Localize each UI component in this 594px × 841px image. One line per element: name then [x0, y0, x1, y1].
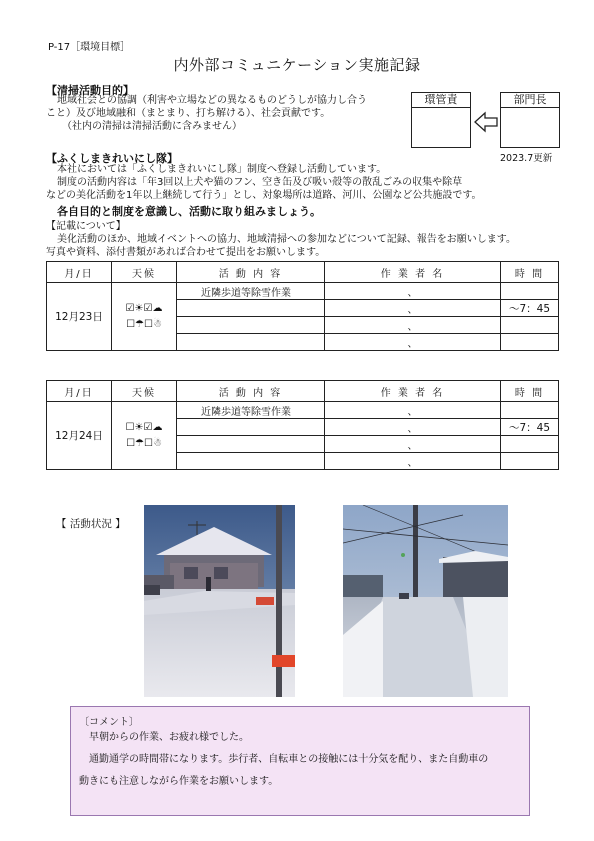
time-cell: [501, 453, 559, 470]
program-line: 本社においては「ふくしまきれいにし隊」制度へ登録し活動しています。: [57, 164, 387, 175]
activity-cell: 近隣歩道等除雪作業: [177, 283, 325, 300]
activity-photo-2: [343, 505, 508, 697]
header-activity: 活 動 内 容: [177, 381, 325, 402]
time-cell: [501, 402, 559, 419]
program-emphasis: 各自目的と制度を意識し、活動に取り組みましょう。: [57, 205, 321, 218]
weather-checkboxes: [112, 283, 177, 351]
weather-row: ☑☀☑☁: [125, 302, 163, 314]
header-time: 時 間: [501, 262, 559, 283]
workers-cell: 、: [325, 436, 501, 453]
activity-cell: [177, 300, 325, 317]
workers-cell: 、: [325, 419, 501, 436]
time-cell: [501, 436, 559, 453]
comment-heading: 〔コメント〕: [79, 717, 139, 728]
header-workers: 作 業 者 名: [325, 262, 501, 283]
workers-cell: 、: [325, 402, 501, 419]
weather-checkboxes: [112, 402, 177, 470]
program-heading: 【ふくしまきれいにし隊】: [46, 152, 178, 165]
notes-line: 美化活動のほか、地域イベントへの協力、地域清掃への参加などについて記録、報告をお願いします。: [57, 234, 516, 245]
time-cell: [501, 334, 559, 351]
record-table: [46, 261, 559, 351]
workers-cell: 、: [325, 317, 501, 334]
updated-date: 2023.7更新: [500, 153, 553, 164]
time-cell: [501, 317, 559, 334]
page-id: P-17［環境目標］: [48, 42, 131, 53]
workers-cell: 、: [325, 300, 501, 317]
comment-line: 通勤通学の時間帯になります。歩行者、自転車との接触には十分気を配り、また自動車の: [89, 754, 489, 765]
comment-box: [70, 706, 530, 816]
notes-heading: 【記載について】: [46, 221, 126, 232]
program-line: などの美化活動を1年以上継続して行う」とし、対象場所は道路、河川、公園など公共施設です。: [46, 190, 482, 201]
notes-line: 写真や資料、添付書類があれば合わせて提出をお願いします。: [46, 247, 326, 258]
approval-box-environment: [411, 92, 471, 148]
header-workers: 作 業 者 名: [325, 381, 501, 402]
purpose-line: （社内の清掃は清掃活動に含みません）: [62, 121, 242, 132]
time-cell: [501, 283, 559, 300]
comment-line: 動きにも注意しながら作業をお願いします。: [79, 776, 279, 787]
weather-row: ☐☂☐☃: [126, 318, 162, 330]
header-weather: 天候: [112, 262, 177, 283]
header-time: 時 間: [501, 381, 559, 402]
activity-cell: [177, 436, 325, 453]
record-table: [46, 380, 559, 470]
weather-row: ☐☀☑☁: [125, 421, 163, 433]
purpose-line: 地域社会との協調（利害や立場などの異なるものどうしが協力し合う: [57, 95, 367, 106]
weather-row: ☐☂☐☃: [126, 437, 162, 449]
activity-cell: [177, 317, 325, 334]
header-date: 月/日: [47, 381, 112, 402]
activity-cell: [177, 419, 325, 436]
approval-box-department: [500, 92, 560, 148]
record-date: 12月23日: [47, 283, 112, 351]
activity-photo-1: [144, 505, 295, 697]
activity-cell: [177, 453, 325, 470]
header-activity: 活 動 内 容: [177, 262, 325, 283]
workers-cell: 、: [325, 334, 501, 351]
workers-cell: 、: [325, 283, 501, 300]
time-cell: ～7：45: [501, 419, 559, 436]
record-date: 12月24日: [47, 402, 112, 470]
left-arrow-icon: [472, 110, 500, 134]
activity-cell: 近隣歩道等除雪作業: [177, 402, 325, 419]
header-date: 月/日: [47, 262, 112, 283]
photo-section-label: 【 活動状況 】: [56, 518, 126, 530]
activity-cell: [177, 334, 325, 351]
header-weather: 天候: [112, 381, 177, 402]
approval-label: 環管責: [412, 93, 470, 108]
workers-cell: 、: [325, 453, 501, 470]
approval-label: 部門長: [501, 93, 559, 108]
purpose-line: こと）及び地域融和（まとまり、打ち解ける）、社会貢献です。: [46, 108, 331, 119]
program-line: 制度の活動内容は「年3回以上犬や猫のフン、空き缶及び吸い殻等の散乱ごみの収集や除草: [57, 177, 463, 188]
purpose-heading: 【清掃活動目的】: [46, 84, 134, 97]
comment-line: 早朝からの作業、お疲れ様でした。: [89, 732, 249, 743]
page-title: 内外部コミュニケーション実施記録: [173, 56, 421, 74]
time-cell: ～7：45: [501, 300, 559, 317]
